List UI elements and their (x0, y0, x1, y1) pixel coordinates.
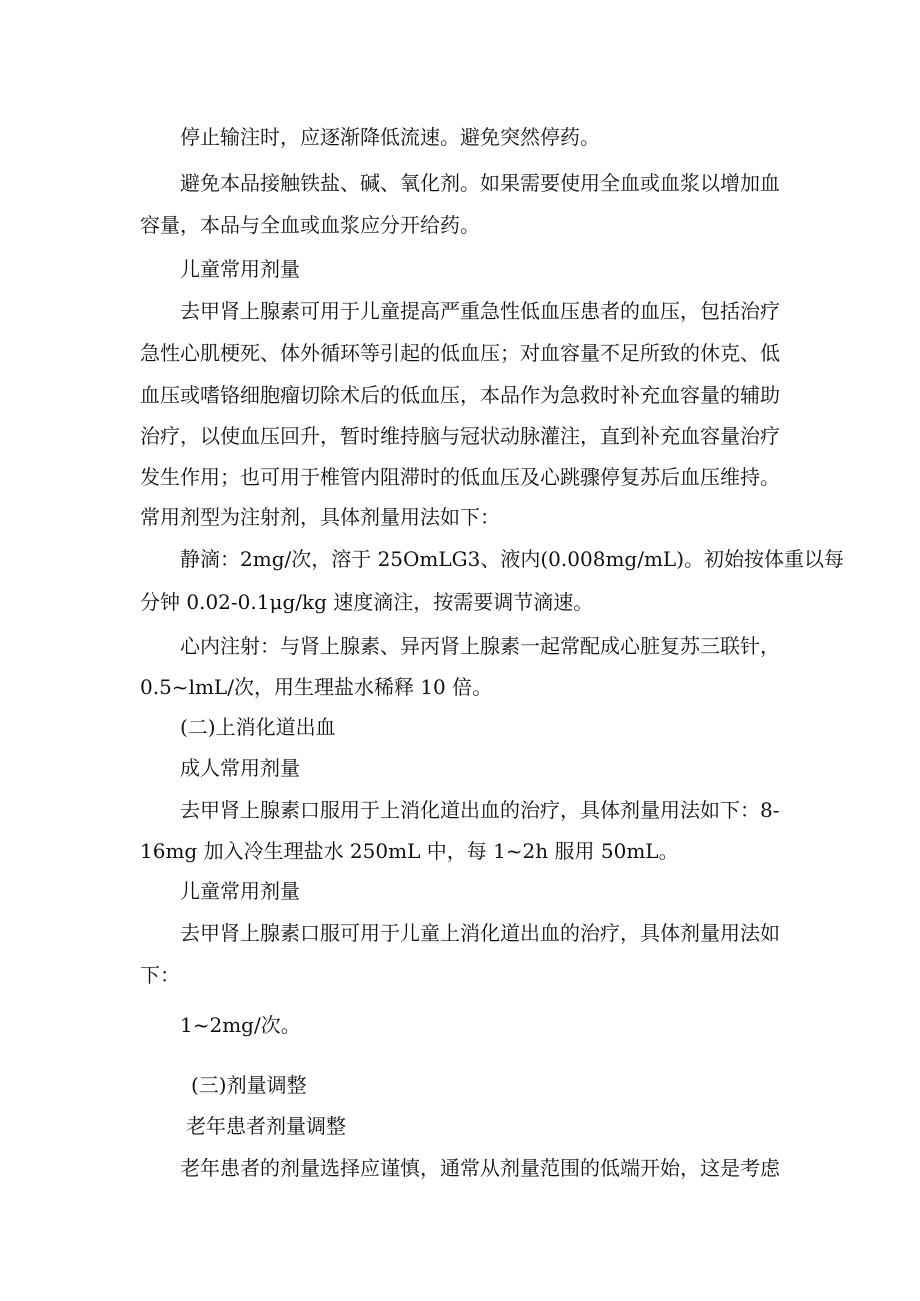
section-heading: (二)上消化道出血 (180, 715, 336, 739)
section-heading: (三)剂量调整 (191, 1073, 307, 1097)
section-heading: 老年患者剂量调整 (186, 1114, 346, 1138)
paragraph-line: 0.5~lmL/次，用生理盐水稀释 10 倍。 (140, 675, 493, 699)
paragraph-line: 1~2mg∕次。 (180, 1013, 301, 1037)
paragraph-line: 去甲肾上腺素口服用于上消化道出血的治疗，具体剂量用法如下：8- (180, 798, 780, 822)
paragraph-line: 分钟 0.02-0.1μg∕kg 速度滴注，按需要调节滴速。 (140, 590, 594, 614)
paragraph-line: 避免本品接触铁盐、碱、氧化剂。如果需要使用全血或血浆以增加血 (180, 171, 780, 195)
paragraph-line: 静滴：2mg∕次，溶于 25OmLG3、液内(0.008mg∕mL)。初始按体重以每 (180, 547, 844, 571)
paragraph-line: 下： (140, 963, 180, 987)
paragraph-line: 急性心肌梗死、体外循环等引起的低血压；对血容量不足所致的休克、低 (140, 341, 780, 365)
section-heading: 儿童常用剂量 (180, 257, 300, 281)
paragraph-line: 停止输注时，应逐渐降低流速。避免突然停药。 (180, 125, 600, 149)
section-heading: 儿童常用剂量 (180, 879, 300, 903)
paragraph-line: 去甲肾上腺素可用于儿童提高严重急性低血压患者的血压，包括治疗 (180, 299, 780, 323)
paragraph-line: 容量，本品与全血或血浆应分开给药。 (140, 213, 480, 237)
paragraph-line: 心内注射：与肾上腺素、异丙肾上腺素一起常配成心脏复苏三联针， (180, 634, 780, 658)
paragraph-line: 治疗，以使血压回升，暂时维持脑与冠状动脉灌注，直到补充血容量治疗 (140, 424, 780, 448)
paragraph-line: 发生作用；也可用于椎管内阻滞时的低血压及心跳骤停复苏后血压维持。 (140, 465, 780, 489)
paragraph-line: 老年患者的剂量选择应谨慎，通常从剂量范围的低端开始，这是考虑 (180, 1156, 780, 1180)
paragraph-line: 去甲肾上腺素口服可用于儿童上消化道出血的治疗，具体剂量用法如 (180, 921, 780, 945)
section-heading: 成人常用剂量 (180, 756, 300, 780)
paragraph-line: 血压或嗜铬细胞瘤切除术后的低血压，本品作为急救时补充血容量的辅助 (140, 383, 780, 407)
paragraph-line: 常用剂型为注射剂，具体剂量用法如下： (140, 505, 500, 529)
paragraph-line: 16mg 加入冷生理盐水 250mL 中，每 1~2h 服用 50mL。 (140, 839, 679, 863)
